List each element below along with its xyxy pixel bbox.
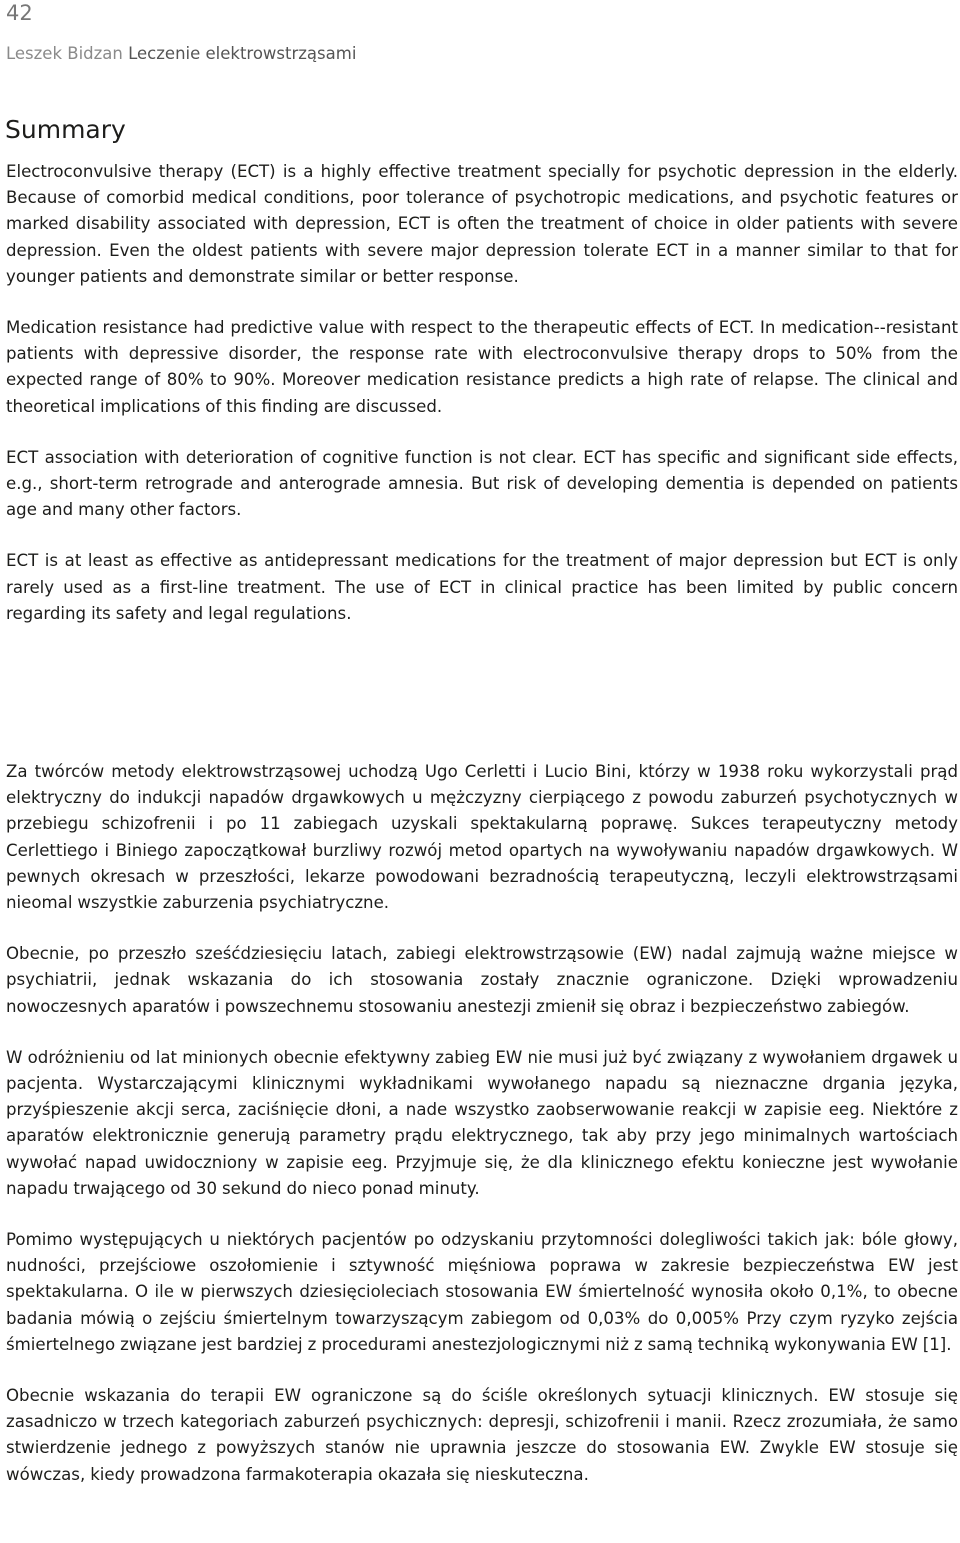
body-paragraph-1: Za twórców metody elektrowstrząsowej uchodzą Ugo Cerletti i Lucio Bini, którzy w 1938 roku wykorzystali prąd elektryczny do indukcji napadów drgawkowych u mężczyzny cierpiącego z powodu zaburzeń psychotycznych w przebiegu schizofrenii i po 11 zabiegach uzyskali spektakularną poprawę. Sukces terapeutyczny metody Cerlettiego i Biniego zapoczątkował burzliwy rozwój metod opartych na wywoływaniu napadów drgawkowych. W pewnych okresach w przeszłości, lekarze powodowani bezradnością terapeutyczną, leczyli elektrowstrząsami nieomal wszystkie zaburzenia psychiatryczne.	[6, 762, 958, 913]
running-header-title: Leczenie elektrowstrząsami	[128, 44, 357, 63]
summary-paragraph-3: ECT association with deterioration of cognitive function is not clear. ECT has specific and significant side effects, e.g., short-term retrograde and anterograde amnesia. But risk of developing dementia is depended on patients age and many other factors.	[6, 447, 958, 520]
page-number: 42	[6, 1, 33, 25]
body-paragraph-5: Obecnie wskazania do terapii EW ograniczone są do ściśle określonych sytuacji klinicznych. EW stosuje się zasadniczo w trzech kategoriach zaburzeń psychicznych: depresji, schizofrenii i manii. Rzecz zrozumiała, że samo stwierdzenie jednego z powyższych stanów nie uprawnia jeszcze do stosowania EW. Zwykle EW stosuje się wówczas, kiedy prowadzona farmakoterapia okazała się nieskuteczna.	[6, 1386, 958, 1484]
running-header-author: Leszek Bidzan	[6, 44, 123, 63]
summary-paragraph-2: Medication resistance had predictive value with respect to the therapeutic effects of ECT. In medication--resistant patients with depressive disorder, the response rate with electroconvulsive therapy drops to 50% from the expected range of 80% to 90%. Moreover medication resistance predicts a high rate of relapse. The clinical and theoretical implications of this finding are discussed.	[6, 318, 958, 416]
summary-paragraph-4: ECT is at least as effective as antidepressant medications for the treatment of major depression but ECT is only rarely used as a first-line treatment. The use of ECT in clinical practice has been limited by public concern regarding its safety and legal regulations.	[6, 551, 958, 623]
body-paragraph-2: Obecnie, po przeszło sześćdziesięciu latach, zabiegi elektrowstrząsowie (EW) nadal zajmują ważne miejsce w psychiatrii, jednak wskazania do ich stosowania zostały znacznie ograniczone. Dzięki wprowadzeniu nowoczesnych aparatów i powszechnemu stosowaniu anestezji zmienił się obraz i bezpieczeństwo zabiegów.	[6, 944, 958, 1016]
body-paragraph-4: Pomimo występujących u niektórych pacjentów po odzyskaniu przytomności dolegliwości takich jak: bóle głowy, nudności, przejściowe oszołomienie i sztywność mięśniowa poprawa w zakresie bezpieczeństwa EW jest spektakularna. O ile w pierwszych dziesięcioleciach stosowania EW śmiertelność wynosiła około 0,1%, to obecne badania mówią o zejściu śmiertelnym towarzyszącym zabiegom od 0,03% do 0,005% Przy czym ryzyko zejścia śmiertelnego związane jest bardziej z procedurami anestezjologicznymi niż z samą techniką wykonywania EW [1].	[6, 1230, 958, 1354]
summary-section	[6, 159, 958, 627]
body-paragraph-3: W odróżnieniu od lat minionych obecnie efektywny zabieg EW nie musi już być związany z wywołaniem drgawek u pacjenta. Wystarczającymi klinicznymi wykładnikami wywołanego napadu są nieznaczne drgania języka, przyśpieszenie akcji serca, zaciśnięcie dłoni, a nade wszystko zaobserwowanie reakcji w zapisie eeg. Niektóre z aparatów elektronicznie generują parametry prądu elektrycznego, tak aby przy jego minimalnych wartościach wywołać napad uwidoczniony w zapisie eeg. Przyjmuje się, że dla klinicznego efektu konieczne jest wywołanie napadu trwającego od 30 sekund do nieco ponad minuty.	[6, 1047, 958, 1198]
summary-heading: Summary	[5, 115, 126, 144]
body-section	[6, 759, 958, 1488]
running-header	[6, 43, 356, 65]
summary-paragraph-1: Electroconvulsive therapy (ECT) is a highly effective treatment specially for psychotic depression in the elderly. Because of comorbid medical conditions, poor tolerance of psychotropic medications, and psychotic features or marked disability associated with depression, ECT is often the treatment of choice in older patients with severe depression. Even the oldest patients with severe major depression tolerate ECT in a manner similar to that for younger patients and demonstrate similar or better response.	[6, 162, 958, 286]
